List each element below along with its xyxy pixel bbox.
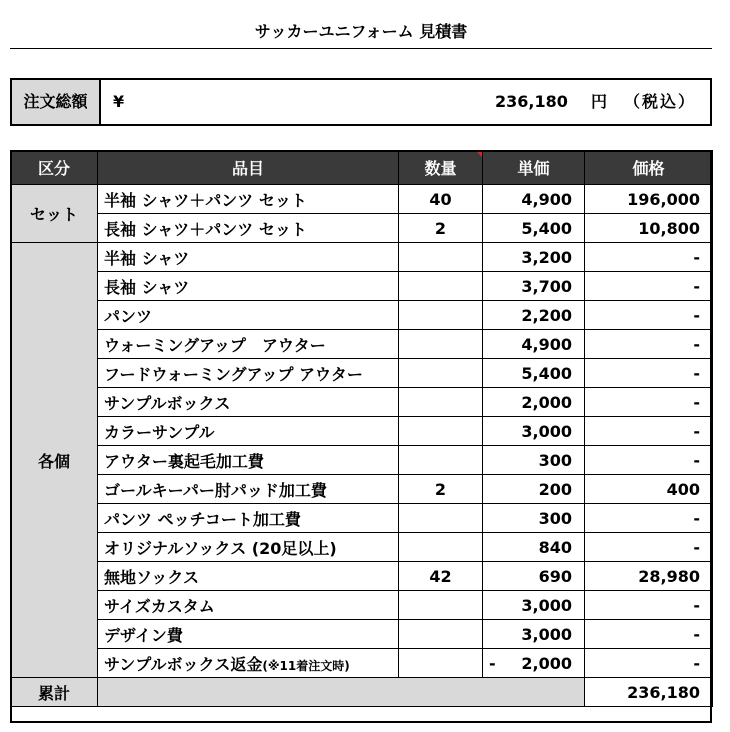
table-row [11, 214, 713, 243]
estimate-table [10, 150, 713, 707]
table-row [11, 446, 713, 475]
category-each: 各個 [11, 243, 98, 678]
unit-price-cell[interactable]: 3,000 [483, 620, 585, 649]
quantity-cell[interactable]: 2 [399, 475, 483, 504]
header-quantity [399, 151, 483, 185]
cumulative-label: 累計 [11, 678, 98, 707]
table-row [11, 330, 713, 359]
quantity-cell[interactable] [399, 446, 483, 475]
unit-price-cell[interactable]: 300 [483, 446, 585, 475]
quantity-cell[interactable] [399, 359, 483, 388]
unit-price-cell[interactable]: 3,700 [483, 272, 585, 301]
item-cell[interactable]: ウォーミングアップ アウター [98, 330, 399, 359]
table-row [11, 301, 713, 330]
minus-sign: - [489, 653, 496, 673]
price-cell[interactable]: - [585, 649, 713, 678]
table-row [11, 504, 713, 533]
price-cell[interactable]: - [585, 330, 713, 359]
quantity-cell[interactable] [399, 388, 483, 417]
category-set: セット [11, 185, 98, 243]
price-cell[interactable]: 28,980 [585, 562, 713, 591]
order-total-label: 注文総額 [12, 80, 101, 124]
item-cell[interactable]: サイズカスタム [98, 591, 399, 620]
table-row [11, 649, 713, 678]
item-cell[interactable] [98, 649, 399, 678]
price-cell[interactable]: - [585, 388, 713, 417]
item-cell[interactable]: 長袖 シャツ＋パンツ セット [98, 214, 399, 243]
quantity-cell[interactable] [399, 243, 483, 272]
quantity-cell[interactable] [399, 591, 483, 620]
unit-price-cell[interactable]: 3,000 [483, 417, 585, 446]
item-cell[interactable]: ゴールキーパー肘パッド加工費 [98, 475, 399, 504]
item-cell[interactable]: 長袖 シャツ [98, 272, 399, 301]
header-unit-price: 単価 [483, 151, 585, 185]
price-cell[interactable]: 196,000 [585, 185, 713, 214]
item-cell[interactable]: デザイン費 [98, 620, 399, 649]
comment-indicator-icon[interactable] [476, 151, 482, 157]
unit-price-cell[interactable]: 4,900 [483, 185, 585, 214]
table-row [11, 359, 713, 388]
quantity-cell[interactable] [399, 272, 483, 301]
unit-price-cell[interactable]: 3,000 [483, 591, 585, 620]
item-cell[interactable]: 半袖 シャツ [98, 243, 399, 272]
item-cell[interactable]: パンツ ペッチコート加工費 [98, 504, 399, 533]
quantity-cell[interactable]: 40 [399, 185, 483, 214]
item-cell[interactable]: サンプルボックス [98, 388, 399, 417]
table-row [11, 388, 713, 417]
refund-item-note: (※11着注文時) [262, 658, 350, 673]
quantity-cell[interactable]: 42 [399, 562, 483, 591]
table-row [11, 243, 713, 272]
price-cell[interactable]: - [585, 533, 713, 562]
item-cell[interactable]: カラーサンプル [98, 417, 399, 446]
quantity-cell[interactable] [399, 620, 483, 649]
table-row [11, 620, 713, 649]
unit-price-cell[interactable]: 2,200 [483, 301, 585, 330]
unit-price-cell[interactable]: 4,900 [483, 330, 585, 359]
price-cell[interactable]: - [585, 446, 713, 475]
item-cell[interactable]: パンツ [98, 301, 399, 330]
cumulative-total[interactable]: 236,180 [585, 678, 713, 707]
table-row [11, 533, 713, 562]
unit-price-cell[interactable] [483, 649, 585, 678]
title-underline [10, 48, 712, 49]
table-row [11, 417, 713, 446]
quantity-cell[interactable] [399, 504, 483, 533]
table-row [11, 475, 713, 504]
quantity-cell[interactable] [399, 533, 483, 562]
currency-unit: 円 [591, 92, 608, 111]
tax-included-note: （税込） [624, 92, 697, 111]
item-cell[interactable]: アウター裏起毛加工費 [98, 446, 399, 475]
unit-price-cell[interactable]: 3,200 [483, 243, 585, 272]
header-category: 区分 [11, 151, 98, 185]
refund-item-label: サンプルボックス返金 [104, 654, 263, 674]
item-cell[interactable]: 半袖 シャツ＋パンツ セット [98, 185, 399, 214]
table-row [11, 185, 713, 214]
quantity-cell[interactable]: 2 [399, 214, 483, 243]
quantity-cell[interactable] [399, 301, 483, 330]
table-row [11, 272, 713, 301]
footer-blank [98, 678, 585, 707]
table-header-row [11, 151, 713, 185]
price-cell[interactable]: - [585, 272, 713, 301]
header-item: 品目 [98, 151, 399, 185]
item-cell[interactable]: オリジナルソックス (20足以上) [98, 533, 399, 562]
price-cell[interactable]: - [585, 301, 713, 330]
unit-price-cell[interactable]: 5,400 [483, 359, 585, 388]
order-total-box [10, 78, 712, 126]
price-cell[interactable]: 400 [585, 475, 713, 504]
table-row [11, 591, 713, 620]
unit-price-cell[interactable]: 2,000 [483, 388, 585, 417]
quantity-cell[interactable] [399, 649, 483, 678]
unit-price-cell[interactable]: 300 [483, 504, 585, 533]
price-cell[interactable]: - [585, 620, 713, 649]
order-total-value-cell[interactable] [101, 80, 710, 124]
currency-symbol: ¥ [113, 92, 125, 111]
refund-amount: 2,000 [521, 653, 572, 673]
unit-price-cell[interactable]: 840 [483, 533, 585, 562]
unit-price-cell[interactable]: 690 [483, 562, 585, 591]
order-total-amount: 236,180 [495, 92, 568, 111]
unit-price-cell[interactable]: 5,400 [483, 214, 585, 243]
price-cell[interactable]: - [585, 359, 713, 388]
header-quantity-label: 数量 [424, 159, 457, 178]
unit-price-cell[interactable]: 200 [483, 475, 585, 504]
price-cell[interactable]: 10,800 [585, 214, 713, 243]
price-cell[interactable]: - [585, 417, 713, 446]
price-cell[interactable]: - [585, 504, 713, 533]
item-cell[interactable]: フードウォーミングアップ アウター [98, 359, 399, 388]
table-footer-row [11, 678, 713, 707]
price-cell[interactable]: - [585, 591, 713, 620]
header-price: 価格 [585, 151, 713, 185]
quantity-cell[interactable] [399, 330, 483, 359]
price-cell[interactable]: - [585, 243, 713, 272]
item-cell[interactable]: 無地ソックス [98, 562, 399, 591]
document-title: サッカーユニフォーム 見積書 [254, 22, 468, 41]
quantity-cell[interactable] [399, 417, 483, 446]
table-row [11, 562, 713, 591]
